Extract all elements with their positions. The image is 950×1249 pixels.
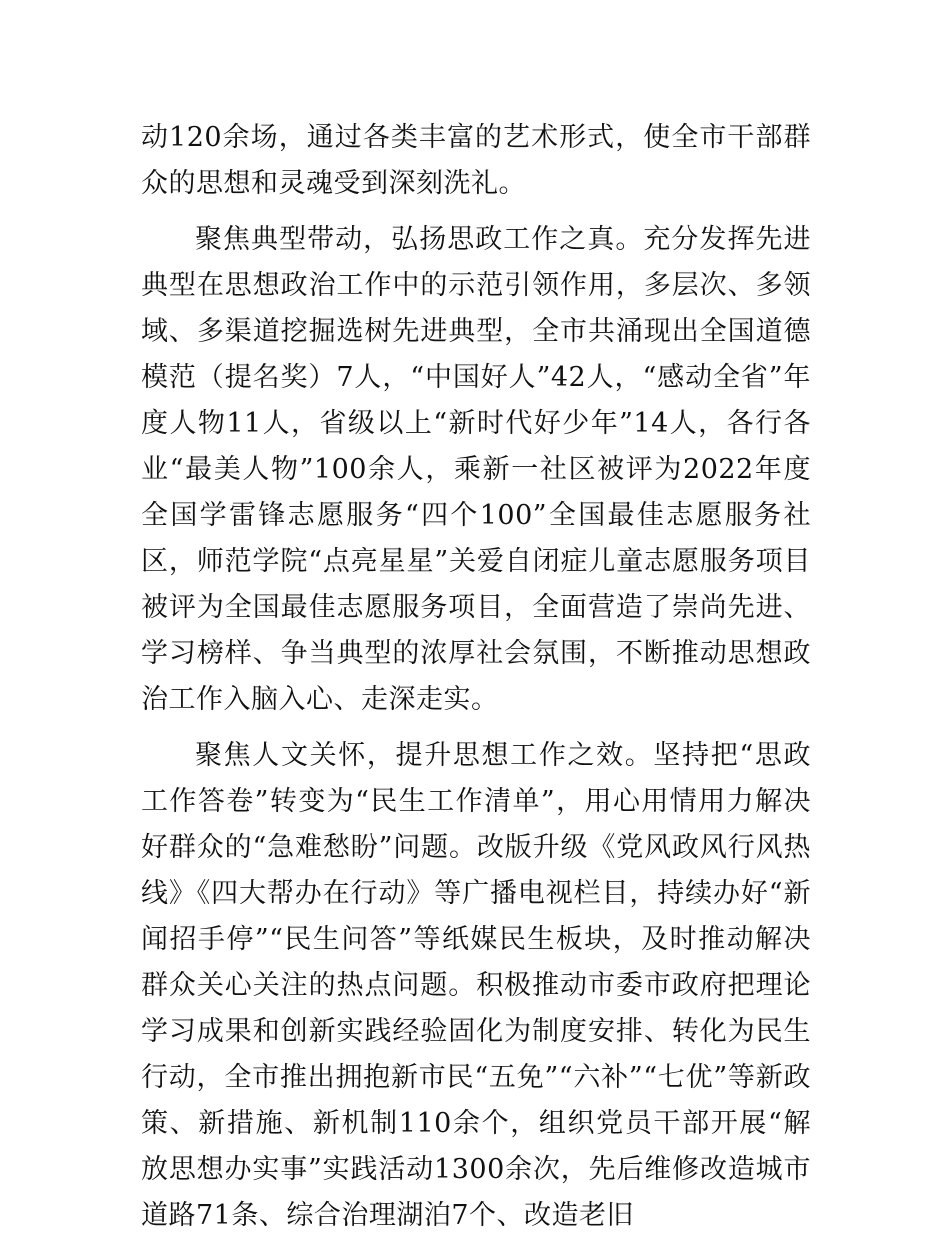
paragraph-3: 聚焦人文关怀，提升思想工作之效。坚持把“思政工作答卷”转变为“民生工作清单”，用心用情用力解决好群众的“急难愁盼”问题。改版升级《党风政风行风热线》《四大帮办在行动》等广播电视栏目，持续办好“新闻招手停”“民生问答”等纸媒民生板块，及时推动解决群众关心关注的热点问题。积极推动市委市政府把理论学习成果和创新实践经验固化为制度安排、转化为民生行动，全市推出拥抱新市民“五免”“六补”“七优”等新政策、新措施、新机制110余个，组织党员干部开展“解放思想办实事”实践活动1300余次，先后维修改造城市道路71条、综合治理湖泊7个、改造老旧 <box>141 740 811 1231</box>
paragraph-1: 动120余场，通过各类丰富的艺术形式，使全市干部群众的思想和灵魂受到深刻洗礼。 <box>141 122 811 199</box>
document-body <box>141 115 811 1249</box>
paragraph-2: 聚焦典型带动，弘扬思政工作之真。充分发挥先进典型在思想政治工作中的示范引领作用，多层次、多领域、多渠道挖掘选树先进典型，全市共涌现出全国道德模范（提名奖）7人，“中国好人”42人，“感动全省”年度人物11人，省级以上“新时代好少年”14人，各行各业“最美人物”100余人，乘新一社区被评为2022年度全国学雷锋志愿服务“四个100”全国最佳志愿服务社区，师范学院“点亮星星”关爱自闭症儿童志愿服务项目被评为全国最佳志愿服务项目，全面营造了崇尚先进、学习榜样、争当典型的浓厚社会氛围，不断推动思想政治工作入脑入心、走深走实。 <box>141 224 811 715</box>
